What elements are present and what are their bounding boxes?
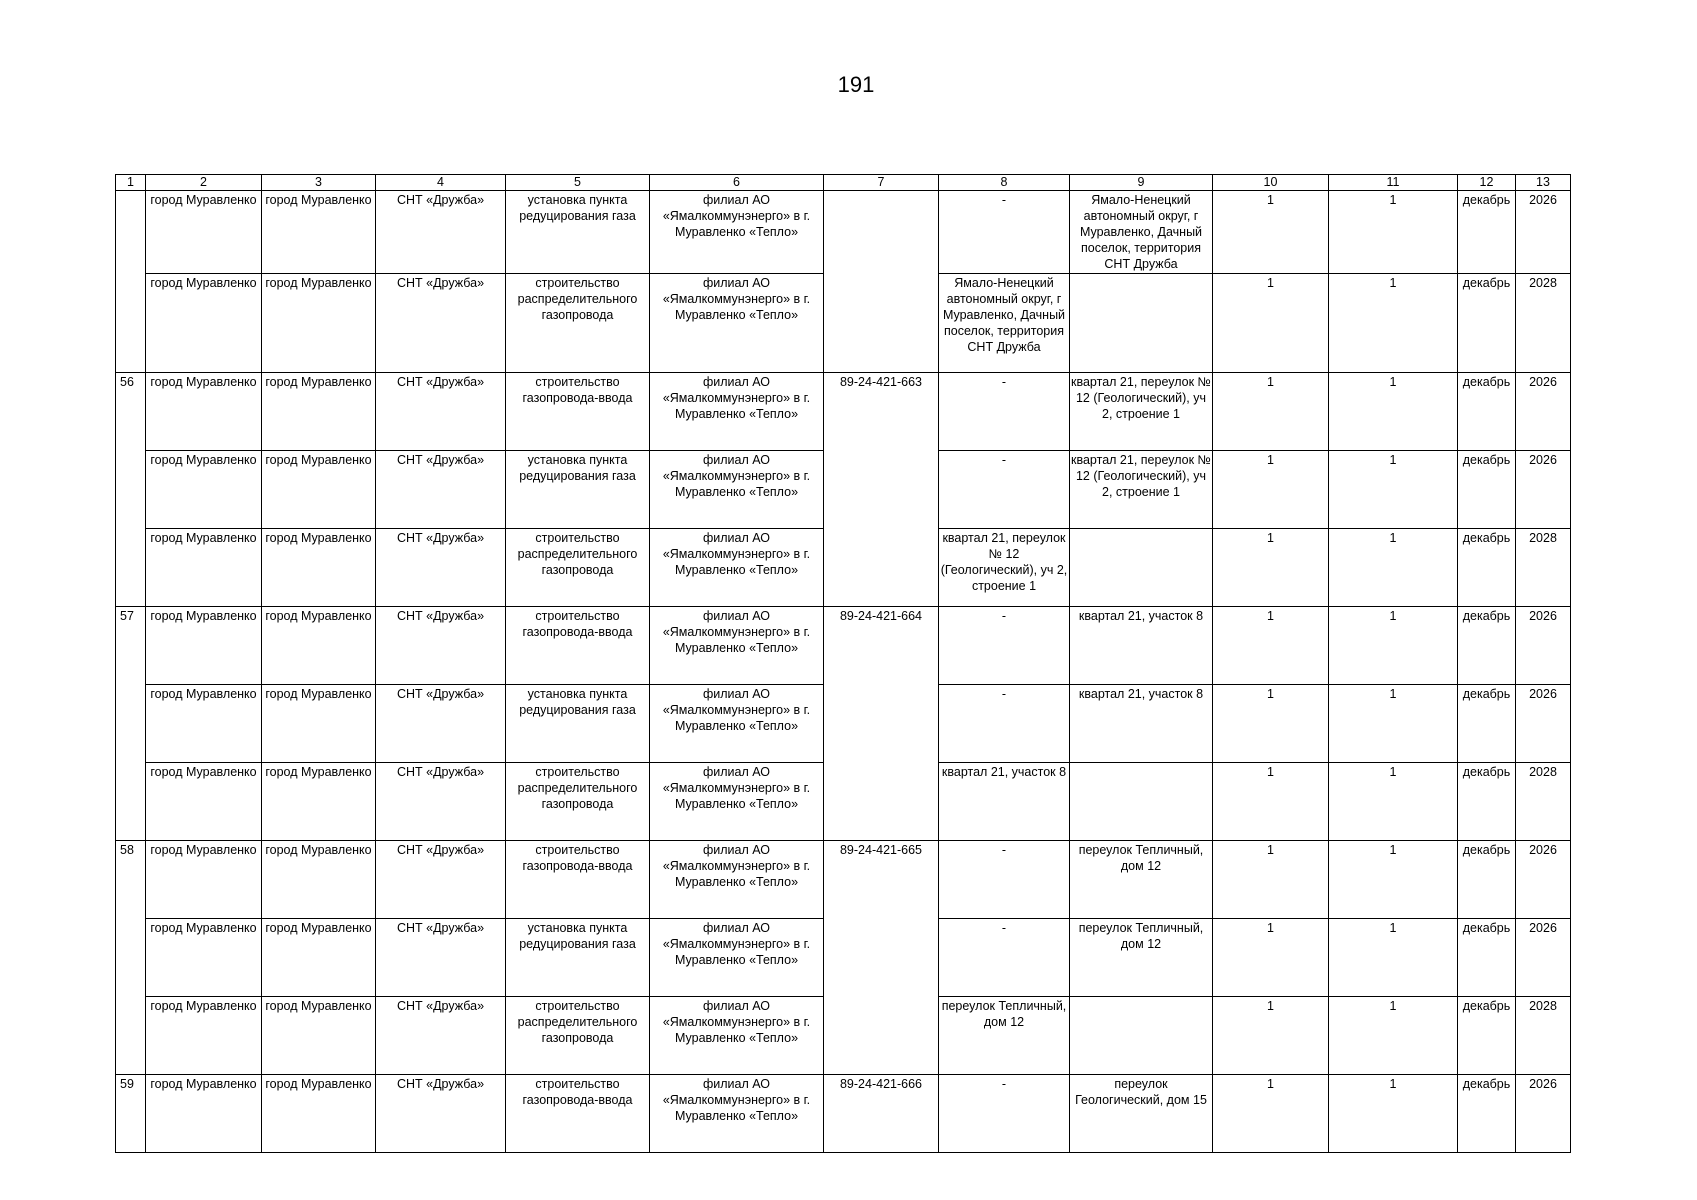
input-address-cell	[1070, 763, 1213, 841]
work-type-cell: строительство газопровода-ввода	[506, 841, 650, 919]
work-type-cell: строительство распределительного газопровода	[506, 529, 650, 607]
object-cell: СНТ «Дружба»	[376, 841, 506, 919]
work-type-cell: установка пункта редуцирования газа	[506, 191, 650, 274]
work-type-cell: установка пункта редуцирования газа	[506, 919, 650, 997]
object-cell: СНТ «Дружба»	[376, 373, 506, 451]
organization-cell: филиал АО «Ямалкоммунэнерго» в г. Муравленко «Тепло»	[650, 1075, 824, 1153]
network-address-cell: -	[939, 919, 1070, 997]
settlement-cell: город Муравленко	[262, 841, 376, 919]
row-number-cell: 57	[116, 607, 146, 841]
quantity-cell: 1	[1213, 274, 1329, 373]
column-header: 6	[650, 175, 824, 191]
object-cell: СНТ «Дружба»	[376, 191, 506, 274]
work-type-cell: строительство газопровода-ввода	[506, 607, 650, 685]
municipality-cell: город Муравленко	[146, 997, 262, 1075]
organization-cell: филиал АО «Ямалкоммунэнерго» в г. Муравленко «Тепло»	[650, 841, 824, 919]
row-number-cell: 58	[116, 841, 146, 1075]
network-address-cell: -	[939, 607, 1070, 685]
gasification-table	[115, 174, 1571, 1153]
object-cell: СНТ «Дружба»	[376, 274, 506, 373]
quantity-cell: 1	[1329, 274, 1458, 373]
column-number-row	[116, 175, 1571, 191]
quantity-cell: 1	[1329, 373, 1458, 451]
work-type-cell: строительство распределительного газопровода	[506, 763, 650, 841]
row-number-cell: 56	[116, 373, 146, 607]
month-cell: декабрь	[1458, 529, 1516, 607]
object-cell: СНТ «Дружба»	[376, 1075, 506, 1153]
code-cell: 89-24-421-664	[824, 607, 939, 841]
year-cell: 2026	[1516, 919, 1571, 997]
row-number-cell: 59	[116, 1075, 146, 1153]
organization-cell: филиал АО «Ямалкоммунэнерго» в г. Муравленко «Тепло»	[650, 191, 824, 274]
work-type-cell: установка пункта редуцирования газа	[506, 685, 650, 763]
column-header: 11	[1329, 175, 1458, 191]
settlement-cell: город Муравленко	[262, 607, 376, 685]
month-cell: декабрь	[1458, 841, 1516, 919]
network-address-cell: -	[939, 451, 1070, 529]
year-cell: 2028	[1516, 274, 1571, 373]
table-row	[116, 1075, 1571, 1153]
month-cell: декабрь	[1458, 1075, 1516, 1153]
column-header: 5	[506, 175, 650, 191]
work-type-cell: строительство газопровода-ввода	[506, 1075, 650, 1153]
quantity-cell: 1	[1329, 451, 1458, 529]
page-number: 191	[837, 72, 875, 97]
object-cell: СНТ «Дружба»	[376, 451, 506, 529]
month-cell: декабрь	[1458, 685, 1516, 763]
quantity-cell: 1	[1329, 529, 1458, 607]
month-cell: декабрь	[1458, 997, 1516, 1075]
quantity-cell: 1	[1329, 841, 1458, 919]
table-row	[116, 841, 1571, 919]
network-address-cell: -	[939, 191, 1070, 274]
column-header: 8	[939, 175, 1070, 191]
municipality-cell: город Муравленко	[146, 919, 262, 997]
network-address-cell: переулок Тепличный, дом 12	[939, 997, 1070, 1075]
work-type-cell: строительство распределительного газопровода	[506, 274, 650, 373]
table-row	[116, 373, 1571, 451]
object-cell: СНТ «Дружба»	[376, 529, 506, 607]
municipality-cell: город Муравленко	[146, 191, 262, 274]
column-header: 12	[1458, 175, 1516, 191]
input-address-cell: квартал 21, переулок № 12 (Геологический), уч 2, строение 1	[1070, 373, 1213, 451]
input-address-cell: Ямало-Ненецкий автономный округ, г Муравленко, Дачный поселок, территория СНТ Дружба	[1070, 191, 1213, 274]
year-cell: 2026	[1516, 685, 1571, 763]
quantity-cell: 1	[1329, 685, 1458, 763]
code-cell: 89-24-421-663	[824, 373, 939, 607]
settlement-cell: город Муравленко	[262, 191, 376, 274]
network-address-cell: -	[939, 841, 1070, 919]
network-address-cell: квартал 21, участок 8	[939, 763, 1070, 841]
quantity-cell: 1	[1213, 191, 1329, 274]
object-cell: СНТ «Дружба»	[376, 685, 506, 763]
municipality-cell: город Муравленко	[146, 373, 262, 451]
column-header: 10	[1213, 175, 1329, 191]
settlement-cell: город Муравленко	[262, 763, 376, 841]
quantity-cell: 1	[1213, 919, 1329, 997]
year-cell: 2026	[1516, 191, 1571, 274]
quantity-cell: 1	[1329, 763, 1458, 841]
input-address-cell: квартал 21, переулок № 12 (Геологический), уч 2, строение 1	[1070, 451, 1213, 529]
organization-cell: филиал АО «Ямалкоммунэнерго» в г. Муравленко «Тепло»	[650, 685, 824, 763]
network-address-cell: -	[939, 1075, 1070, 1153]
quantity-cell: 1	[1213, 1075, 1329, 1153]
quantity-cell: 1	[1329, 919, 1458, 997]
object-cell: СНТ «Дружба»	[376, 997, 506, 1075]
year-cell: 2028	[1516, 529, 1571, 607]
input-address-cell	[1070, 274, 1213, 373]
month-cell: декабрь	[1458, 919, 1516, 997]
code-cell	[824, 191, 939, 373]
year-cell: 2026	[1516, 451, 1571, 529]
settlement-cell: город Муравленко	[262, 1075, 376, 1153]
work-type-cell: установка пункта редуцирования газа	[506, 451, 650, 529]
municipality-cell: город Муравленко	[146, 529, 262, 607]
organization-cell: филиал АО «Ямалкоммунэнерго» в г. Муравленко «Тепло»	[650, 607, 824, 685]
organization-cell: филиал АО «Ямалкоммунэнерго» в г. Муравленко «Тепло»	[650, 451, 824, 529]
year-cell: 2026	[1516, 841, 1571, 919]
table-row	[116, 191, 1571, 274]
work-type-cell: строительство распределительного газопровода	[506, 997, 650, 1075]
year-cell: 2026	[1516, 1075, 1571, 1153]
year-cell: 2026	[1516, 373, 1571, 451]
quantity-cell: 1	[1213, 607, 1329, 685]
column-header: 9	[1070, 175, 1213, 191]
column-header: 4	[376, 175, 506, 191]
quantity-cell: 1	[1329, 1075, 1458, 1153]
input-address-cell: квартал 21, участок 8	[1070, 685, 1213, 763]
settlement-cell: город Муравленко	[262, 373, 376, 451]
quantity-cell: 1	[1329, 191, 1458, 274]
row-number-cell	[116, 191, 146, 373]
input-address-cell: квартал 21, участок 8	[1070, 607, 1213, 685]
code-cell: 89-24-421-666	[824, 1075, 939, 1153]
column-header: 2	[146, 175, 262, 191]
column-header: 7	[824, 175, 939, 191]
network-address-cell: квартал 21, переулок № 12 (Геологический), уч 2, строение 1	[939, 529, 1070, 607]
object-cell: СНТ «Дружба»	[376, 919, 506, 997]
column-header: 1	[116, 175, 146, 191]
year-cell: 2026	[1516, 607, 1571, 685]
municipality-cell: город Муравленко	[146, 607, 262, 685]
organization-cell: филиал АО «Ямалкоммунэнерго» в г. Муравленко «Тепло»	[650, 763, 824, 841]
quantity-cell: 1	[1213, 451, 1329, 529]
organization-cell: филиал АО «Ямалкоммунэнерго» в г. Муравленко «Тепло»	[650, 274, 824, 373]
organization-cell: филиал АО «Ямалкоммунэнерго» в г. Муравленко «Тепло»	[650, 919, 824, 997]
object-cell: СНТ «Дружба»	[376, 763, 506, 841]
input-address-cell: переулок Геологический, дом 15	[1070, 1075, 1213, 1153]
month-cell: декабрь	[1458, 191, 1516, 274]
settlement-cell: город Муравленко	[262, 685, 376, 763]
year-cell: 2028	[1516, 763, 1571, 841]
municipality-cell: город Муравленко	[146, 1075, 262, 1153]
month-cell: декабрь	[1458, 763, 1516, 841]
municipality-cell: город Муравленко	[146, 763, 262, 841]
quantity-cell: 1	[1213, 841, 1329, 919]
quantity-cell: 1	[1213, 529, 1329, 607]
month-cell: декабрь	[1458, 607, 1516, 685]
organization-cell: филиал АО «Ямалкоммунэнерго» в г. Муравленко «Тепло»	[650, 997, 824, 1075]
settlement-cell: город Муравленко	[262, 997, 376, 1075]
settlement-cell: город Муравленко	[262, 451, 376, 529]
month-cell: декабрь	[1458, 373, 1516, 451]
municipality-cell: город Муравленко	[146, 841, 262, 919]
column-header: 3	[262, 175, 376, 191]
code-cell: 89-24-421-665	[824, 841, 939, 1075]
settlement-cell: город Муравленко	[262, 529, 376, 607]
municipality-cell: город Муравленко	[146, 451, 262, 529]
year-cell: 2028	[1516, 997, 1571, 1075]
settlement-cell: город Муравленко	[262, 919, 376, 997]
input-address-cell	[1070, 529, 1213, 607]
table-row	[116, 607, 1571, 685]
organization-cell: филиал АО «Ямалкоммунэнерго» в г. Муравленко «Тепло»	[650, 529, 824, 607]
quantity-cell: 1	[1329, 607, 1458, 685]
quantity-cell: 1	[1213, 373, 1329, 451]
month-cell: декабрь	[1458, 274, 1516, 373]
network-address-cell: -	[939, 685, 1070, 763]
network-address-cell: -	[939, 373, 1070, 451]
quantity-cell: 1	[1329, 997, 1458, 1075]
work-type-cell: строительство газопровода-ввода	[506, 373, 650, 451]
column-header: 13	[1516, 175, 1571, 191]
object-cell: СНТ «Дружба»	[376, 607, 506, 685]
network-address-cell: Ямало-Ненецкий автономный округ, г Муравленко, Дачный поселок, территория СНТ Дружба	[939, 274, 1070, 373]
input-address-cell	[1070, 997, 1213, 1075]
month-cell: декабрь	[1458, 451, 1516, 529]
settlement-cell: город Муравленко	[262, 274, 376, 373]
organization-cell: филиал АО «Ямалкоммунэнерго» в г. Муравленко «Тепло»	[650, 373, 824, 451]
quantity-cell: 1	[1213, 685, 1329, 763]
input-address-cell: переулок Тепличный, дом 12	[1070, 841, 1213, 919]
municipality-cell: город Муравленко	[146, 685, 262, 763]
municipality-cell: город Муравленко	[146, 274, 262, 373]
quantity-cell: 1	[1213, 763, 1329, 841]
quantity-cell: 1	[1213, 997, 1329, 1075]
input-address-cell: переулок Тепличный, дом 12	[1070, 919, 1213, 997]
